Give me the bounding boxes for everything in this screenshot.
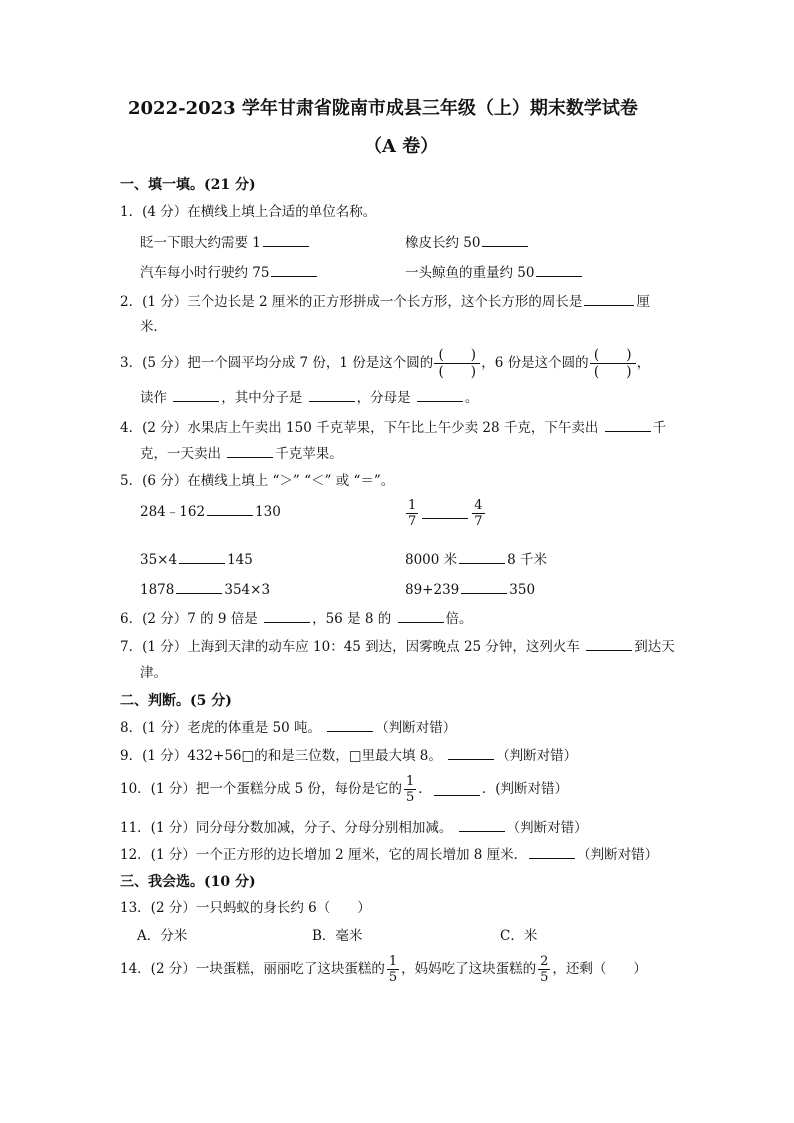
question-14-text-b: ，妈妈吃了这块蛋糕的 xyxy=(401,961,537,977)
option-b[interactable]: B．毫米 xyxy=(312,928,363,944)
question-3-numerator-label: ，其中分子是 xyxy=(221,390,303,406)
question-6-text-b: ，56 是 8 的 xyxy=(312,611,392,627)
paren-open: ( xyxy=(438,346,444,363)
question-3-text-c: ， xyxy=(636,355,651,371)
compare-3 xyxy=(140,550,253,569)
compare-5-right: 354×3 xyxy=(224,582,271,598)
answer-blank[interactable] xyxy=(536,263,582,277)
question-12 xyxy=(120,845,658,864)
question-4-line2 xyxy=(140,444,343,463)
question-14 xyxy=(120,952,647,986)
compare-1-left: 284﹣162 xyxy=(140,504,206,520)
numerator: 1 xyxy=(388,953,398,969)
numerator: 1 xyxy=(408,498,417,513)
question-3-denominator-label: ，分母是 xyxy=(356,390,411,406)
paren-close: ) xyxy=(470,346,477,363)
question-8 xyxy=(120,718,456,737)
answer-blank[interactable] xyxy=(422,505,468,519)
question-1d xyxy=(405,263,584,282)
question-1a xyxy=(140,233,311,252)
fraction-1-5 xyxy=(387,954,399,985)
question-8-text: 8．(1 分）老虎的体重是 50 吨。 xyxy=(120,720,321,736)
compare-1-right: 130 xyxy=(255,504,281,520)
answer-blank[interactable] xyxy=(271,263,317,277)
answer-blank[interactable] xyxy=(327,718,373,732)
answer-blank[interactable] xyxy=(586,637,632,651)
question-11-text: 11．(1 分）同分母分数加减，分子、分母分别相加减。 xyxy=(120,820,453,836)
exam-title: 2022-2023 学年甘肃省陇南市成县三年级（上）期末数学试卷 xyxy=(128,98,638,119)
paren-open: ( xyxy=(593,363,600,380)
question-1b-text: 橡皮长约 50 xyxy=(405,235,481,251)
judge-label: ．(判断对错） xyxy=(481,781,569,797)
question-4-unit: 千 xyxy=(652,420,667,436)
question-14-text-a: 14．(2 分）一块蛋糕，丽丽吃了这块蛋糕的 xyxy=(120,961,385,977)
answer-blank[interactable] xyxy=(398,609,444,623)
compare-4 xyxy=(405,550,547,569)
judge-label: （判断对错） xyxy=(375,720,457,736)
answer-blank[interactable] xyxy=(434,782,480,796)
question-6 xyxy=(120,609,473,628)
question-11 xyxy=(120,818,588,837)
question-1c-text: 汽车每小时行驶约 75 xyxy=(140,265,270,281)
question-6-text-a: 6．(2 分）7 的 9 倍是 xyxy=(120,611,258,627)
question-7-line1 xyxy=(120,637,675,656)
compare-6-left: 89+239 xyxy=(405,582,460,598)
question-3-text-b: ，6 份是这个圆的 xyxy=(481,355,589,371)
compare-2 xyxy=(404,498,487,529)
exam-title-subtitle: （A 卷） xyxy=(364,136,439,157)
paren-close: ) xyxy=(626,346,632,363)
option-c[interactable]: C．米 xyxy=(500,928,538,944)
compare-4-left: 8000 米 xyxy=(405,552,458,568)
fraction-blank-1[interactable] xyxy=(434,347,480,380)
question-2-text: 2．(1 分）三个边长是 2 厘米的正方形拼成一个长方形，这个长方形的周长是 xyxy=(120,294,583,310)
question-3-line1 xyxy=(120,345,650,381)
answer-blank[interactable] xyxy=(461,580,507,594)
question-10-text: 10．(1 分）把一个蛋糕分成 5 份，每份是它的 xyxy=(120,781,402,797)
question-4-text-2: 克，一天卖出 xyxy=(140,446,221,462)
compare-1 xyxy=(140,502,281,521)
question-4-line1 xyxy=(120,418,666,437)
question-1b xyxy=(405,233,530,252)
question-1c xyxy=(140,263,319,282)
question-3-end: 。 xyxy=(464,390,479,406)
compare-6 xyxy=(405,580,535,599)
question-6-text-c: 倍。 xyxy=(445,611,473,627)
section-heading-judge: 二、判断。(5 分) xyxy=(120,693,232,709)
section-heading-fill: 一、填一填。(21 分) xyxy=(120,177,256,193)
question-5-stem: 5．(6 分）在横线上填上 “＞” “＜” 或 “＝”。 xyxy=(120,473,395,489)
compare-4-right: 8 千米 xyxy=(507,552,548,568)
denominator: 5 xyxy=(540,969,549,985)
compare-6-right: 350 xyxy=(509,582,536,598)
question-4-end: 千克苹果。 xyxy=(275,446,343,462)
judge-label: （判断对错） xyxy=(496,748,578,764)
question-3-text-a: 3．(5 分）把一个圆平均分成 7 份，1 份是这个圆的 xyxy=(120,355,434,371)
answer-blank[interactable] xyxy=(179,550,225,564)
question-1d-text: 一头鲸鱼的重量约 50 xyxy=(405,265,535,281)
denominator: 5 xyxy=(388,969,398,985)
judge-label: （判断对错） xyxy=(506,820,588,836)
question-2-unit: 厘 xyxy=(636,294,650,310)
answer-blank[interactable] xyxy=(482,233,528,247)
answer-blank[interactable] xyxy=(173,388,219,402)
question-1-stem: 1．(4 分）在横线上填上合适的单位名称。 xyxy=(120,204,377,220)
denominator: 7 xyxy=(474,514,483,529)
answer-blank[interactable] xyxy=(176,580,222,594)
answer-blank[interactable] xyxy=(227,444,273,458)
question-3-line2 xyxy=(140,388,478,407)
question-9-text: 9．(1 分）432+56□的和是三位数，□里最大填 8。 xyxy=(120,748,442,764)
answer-blank[interactable] xyxy=(309,388,355,402)
fraction-4-7 xyxy=(472,498,484,529)
question-1a-text: 眨一下眼大约需要 1 xyxy=(140,235,261,251)
answer-blank[interactable] xyxy=(584,292,634,306)
question-10-period: ． xyxy=(418,781,432,797)
question-14-text-c: ，还剩（ ） xyxy=(552,961,647,977)
question-12-text: 12．(1 分）一个正方形的边长增加 2 厘米，它的周长增加 8 厘米． xyxy=(120,847,528,863)
numerator: 1 xyxy=(406,773,415,789)
compare-3-right: 145 xyxy=(227,552,253,568)
question-9 xyxy=(120,746,577,765)
answer-blank[interactable] xyxy=(264,609,310,623)
question-2-line2: 米． xyxy=(140,319,167,335)
fraction-1-7 xyxy=(406,498,418,529)
paren-close: ) xyxy=(626,363,632,380)
denominator: 5 xyxy=(406,789,415,805)
answer-blank[interactable] xyxy=(529,845,575,859)
answer-blank[interactable] xyxy=(207,502,253,516)
paren-close: ) xyxy=(470,363,477,380)
question-7-text: 7．(1 分）上海到天津的动车应 10：45 到达，因雾晚点 25 分钟，这列火车 xyxy=(120,639,580,655)
compare-3-left: 35×4 xyxy=(140,552,178,568)
answer-blank[interactable] xyxy=(417,388,463,402)
question-10 xyxy=(120,772,568,806)
question-13-stem: 13．(2 分）一只蚂蚁的身长约 6（ ） xyxy=(120,900,371,916)
numerator: 4 xyxy=(474,498,483,513)
paren-open: ( xyxy=(593,346,600,363)
answer-blank[interactable] xyxy=(459,818,505,832)
answer-blank[interactable] xyxy=(263,233,309,247)
fraction-1-5 xyxy=(404,774,416,805)
question-7-end: 到达天 xyxy=(634,639,675,655)
question-3-read-label: 读作 xyxy=(140,390,167,406)
section-heading-choose: 三、我会选。(10 分) xyxy=(120,874,256,890)
question-2-line1 xyxy=(120,292,650,311)
judge-label: （判断对错） xyxy=(577,847,659,863)
compare-5 xyxy=(140,580,270,599)
option-a[interactable]: A．分米 xyxy=(137,928,188,944)
paren-open: ( xyxy=(438,363,444,380)
compare-5-left: 1878 xyxy=(140,582,175,598)
question-7-line2: 津。 xyxy=(140,665,167,681)
answer-blank[interactable] xyxy=(605,418,651,432)
numerator: 2 xyxy=(540,953,549,969)
answer-blank[interactable] xyxy=(459,550,505,564)
question-4-text: 4．(2 分）水果店上午卖出 150 千克苹果，下午比上午少卖 28 千克，下午卖出 xyxy=(120,420,599,436)
fraction-blank-2[interactable] xyxy=(590,347,636,380)
denominator: 7 xyxy=(408,514,417,529)
answer-blank[interactable] xyxy=(448,746,494,760)
fraction-2-5 xyxy=(538,954,550,985)
